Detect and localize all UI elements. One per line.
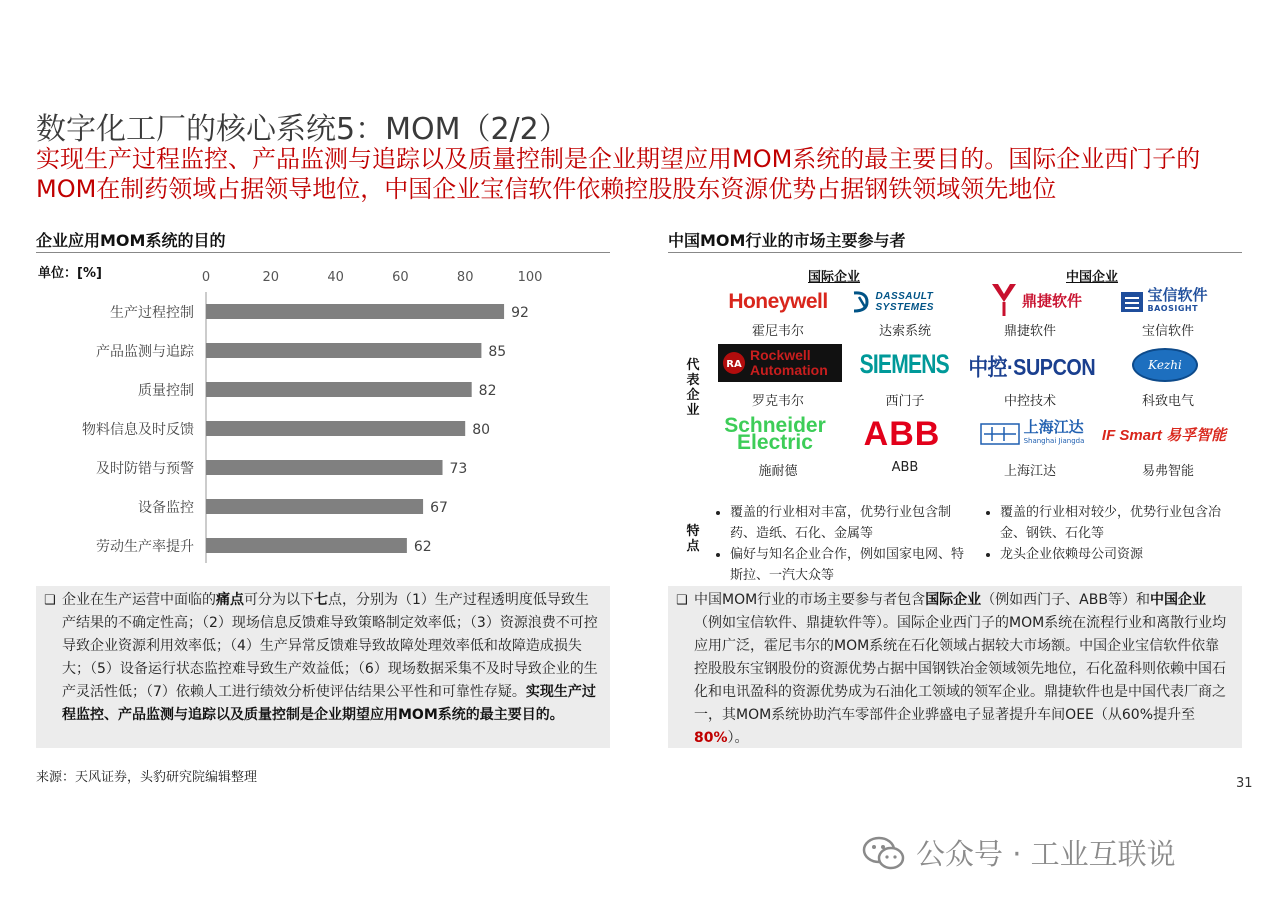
baosight-mark-icon xyxy=(1120,291,1144,313)
category-label: 及时防错与预警 xyxy=(96,461,194,477)
company-name: 达索系统 xyxy=(878,324,931,339)
siemens-logo: SIEMENS xyxy=(859,348,949,379)
data-label: 82 xyxy=(478,383,497,399)
svg-text:RA: RA xyxy=(726,359,742,370)
rockwell-logo: RA Rockwell Automation xyxy=(718,344,842,382)
kezhi-logo xyxy=(1130,348,1200,382)
right-section-title: 中国MOM行业的市场主要参与者 xyxy=(668,231,906,250)
category-label: 物料信息及时反馈 xyxy=(82,422,194,438)
company-name: ABB xyxy=(891,460,919,475)
column-header-intl: 国际企业 xyxy=(808,270,861,285)
page-number: 31 xyxy=(1236,776,1253,791)
feature-item: • 偏好与知名企业合作，例如国家电网、特斯拉、一汽大众等 xyxy=(730,544,970,586)
left-section-divider xyxy=(36,252,610,253)
data-label: 85 xyxy=(488,344,507,360)
bar xyxy=(206,382,472,397)
feature-item: • 覆盖的行业相对较少，优势行业包含冶金、钢铁、石化等 xyxy=(1000,502,1240,544)
left-note-text-3: 点，分别为（1）生产过程透明度低导致生产结果的不确定性高；（2）现场信息反馈难导致策略制定效率低；（3）资源浪费不可控导致企业资源利用效率低；（4）生产异常反馈难导致故障处理效率低和故障造成损失大；（5）设备运行状态监控难导致生产效益低；（6）现场数据采集不及时导致企业的生产灵活性低；（7）依赖人工进行绩效分析使评估结果公平性和可靠性存疑。 xyxy=(62,592,598,700)
data-label: 73 xyxy=(449,461,468,477)
company-name: 霍尼韦尔 xyxy=(751,324,804,339)
company-name: 施耐德 xyxy=(758,464,798,479)
ifsmart-logo: IF Smart 易孚智能 xyxy=(1101,426,1227,444)
left-note-box xyxy=(36,586,610,748)
data-label: 62 xyxy=(413,539,432,555)
company-name: 宝信软件 xyxy=(1141,324,1194,339)
left-note-text-1: 企业在生产运营中面临的 xyxy=(62,592,216,608)
jiangda-logo: 上海江达 Shanghai Jiangda xyxy=(970,416,1094,452)
data-label: 67 xyxy=(430,500,448,516)
company-name: 中控技术 xyxy=(1003,394,1056,409)
category-label: 质量控制 xyxy=(138,383,194,399)
row-label-representative: 代表企业 xyxy=(686,358,700,418)
bar xyxy=(206,304,504,319)
right-note-text-3: （例如宝信软件、鼎捷软件等）。国际企业西门子的MOM系统在流程行业和离散行业均应用广泛，霍尼韦尔的MOM系统在石化领域占据较大市场额。中国企业宝信软件依靠控股股东宝钢股份的资源优势占据中国钢铁冶金领域领先地位，石化盈科则依赖中国石化和电讯盈科的资源优势成为石油化工领域的领军企业。鼎捷软件也是中国代表厂商之一，其MOM系统协助汽车零部件企业骅盛电子显著提升车间OEE（从60%提升至 xyxy=(694,615,1227,723)
column-header-cn: 中国企业 xyxy=(1066,270,1119,285)
bar xyxy=(206,460,443,475)
category-label: 劳动生产率提升 xyxy=(96,539,194,555)
watermark xyxy=(862,832,1176,873)
digiwin-mark-icon xyxy=(988,282,1020,318)
checkbox-bullet-icon: ❑ xyxy=(44,593,56,608)
right-note-text-4: ）。 xyxy=(727,730,749,746)
feature-item: • 覆盖的行业相对丰富，优势行业包含制药、造纸、石化、金属等 xyxy=(730,502,970,544)
left-note-bold-3: 实现生产过程监控、产品监测与追踪以及质量控制是企业期望应用MOM系统的最主要目的。 xyxy=(62,684,596,723)
right-note-highlight: 80% xyxy=(694,730,728,746)
wechat-icon xyxy=(862,835,906,871)
left-note-text-2: 可分为以下 xyxy=(244,592,314,608)
schneider-logo: Schneider Electric xyxy=(724,414,826,454)
baosight-logo: 宝信软件 BAOSIGHT xyxy=(1112,286,1216,318)
x-tick-label: 80 xyxy=(456,270,474,285)
digiwin-logo: 鼎捷软件 xyxy=(980,280,1090,320)
right-note-bold-2: 中国企业 xyxy=(1149,592,1206,608)
feature-item: • 龙头企业依赖母公司资源 xyxy=(1000,544,1240,565)
checkbox-bullet-icon: ❑ xyxy=(676,593,688,608)
dassault-mark-icon xyxy=(851,290,873,314)
supcon-logo: 中控·SUPCON xyxy=(968,353,1096,380)
company-name: 罗克韦尔 xyxy=(751,394,804,409)
x-tick-label: 100 xyxy=(517,270,543,285)
company-name: 西门子 xyxy=(885,394,925,409)
bar xyxy=(206,343,481,358)
right-note-box xyxy=(668,586,1242,748)
watermark-text: 公众号 · 工业互联说 xyxy=(916,837,1176,871)
abb-logo: ABB xyxy=(863,414,941,453)
x-tick-label: 60 xyxy=(392,270,409,285)
category-label: 设备监控 xyxy=(138,500,194,516)
chart-unit-label: 单位：[%] xyxy=(38,266,102,281)
left-note-bold-2: 七 xyxy=(314,592,328,608)
category-label: 生产过程控制 xyxy=(110,305,194,321)
data-label: 92 xyxy=(511,305,529,321)
x-tick-label: 20 xyxy=(262,270,280,285)
bar-chart xyxy=(36,260,610,580)
x-tick-label: 40 xyxy=(327,270,344,285)
dassault-logo: DASSAULT SYSTEMES xyxy=(848,286,958,318)
right-note-text-2: （例如西门子、ABB等）和 xyxy=(981,592,1150,608)
x-axis-ticks xyxy=(202,270,543,285)
bar xyxy=(206,499,423,514)
chart-bars xyxy=(82,304,529,555)
category-label: 产品监测与追踪 xyxy=(96,344,194,360)
bar xyxy=(206,538,407,553)
page-title: 数字化工厂的核心系统5：MOM（2/2） xyxy=(36,112,569,147)
company-name: 易弗智能 xyxy=(1141,464,1194,479)
jiangda-mark-icon xyxy=(980,422,1020,446)
x-tick-label: 0 xyxy=(201,270,211,285)
right-note-text-1: 中国MOM行业的市场主要参与者包含 xyxy=(694,592,926,608)
right-note-bold-1: 国际企业 xyxy=(925,592,982,608)
company-name: 科致电气 xyxy=(1141,394,1194,409)
features-intl xyxy=(712,502,970,586)
bar xyxy=(206,421,465,436)
company-name: 鼎捷软件 xyxy=(1003,324,1056,339)
data-label: 80 xyxy=(472,422,491,438)
page-subtitle: 实现生产过程监控、产品监测与追踪以及质量控制是企业期望应用MOM系统的最主要目的。国际企业西门子的MOM在制药领域占据领导地位，中国企业宝信软件依赖控股股东资源优势占据钢铁领域领先地位 xyxy=(36,145,1201,203)
kezhi-oval-icon: Kezhi xyxy=(1132,348,1198,382)
honeywell-logo: Honeywell xyxy=(728,290,828,313)
row-label-features: 特点 xyxy=(686,524,700,554)
rockwell-mark-icon xyxy=(722,351,746,375)
features-cn xyxy=(982,502,1240,565)
source-note: 来源：天风证券，头豹研究院编辑整理 xyxy=(36,770,258,785)
left-section-title: 企业应用MOM系统的目的 xyxy=(36,231,226,250)
company-name: 上海江达 xyxy=(1003,464,1056,479)
right-section-divider xyxy=(668,252,1242,253)
left-note-bold-1: 痛点 xyxy=(216,592,244,608)
